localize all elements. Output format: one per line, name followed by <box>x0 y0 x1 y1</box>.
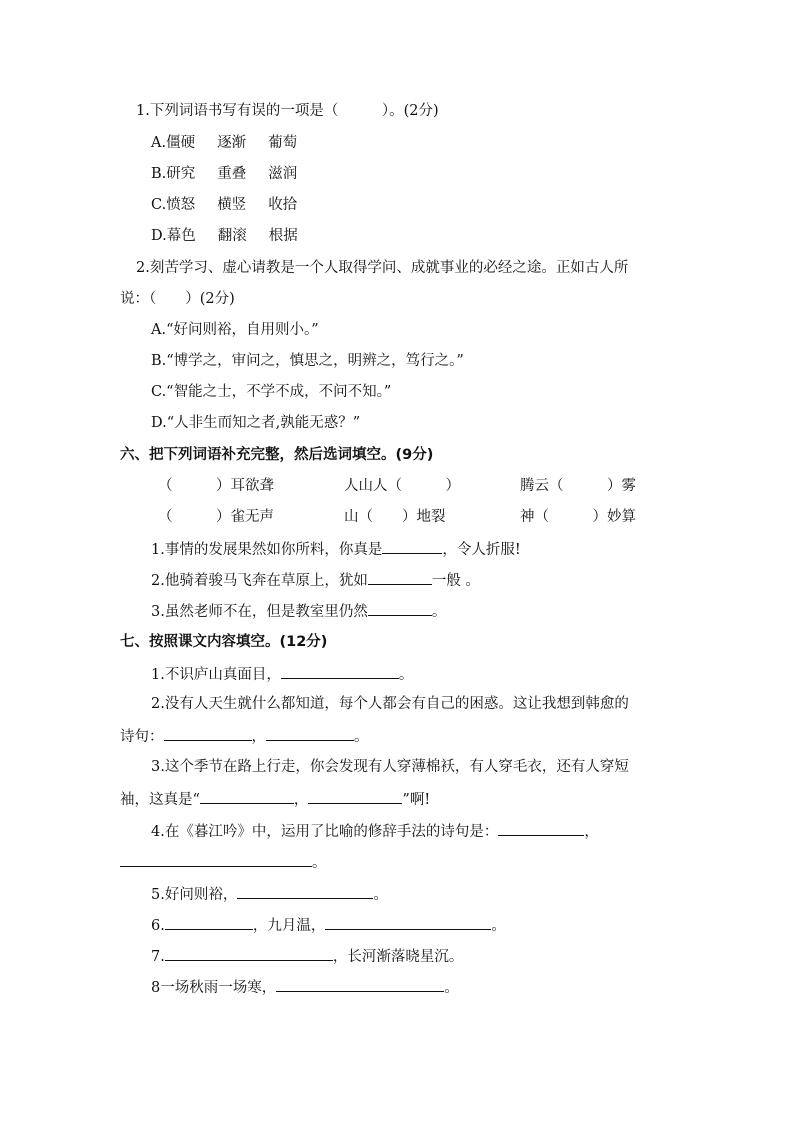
option-word: 根据 <box>268 228 298 244</box>
poem-item-2-line1: 2.没有人天生就什么都知道，每个人都会有自己的困惑。这让我想到韩愈的 <box>151 696 629 712</box>
option-word: 僵硬 <box>166 135 196 151</box>
poem-text: ，长河渐落晓星沉。 <box>332 949 464 965</box>
answer-blank[interactable] <box>308 788 402 804</box>
idiom-3: 腾云（ ）雾 <box>520 478 636 494</box>
section-7-heading: 七、按照课文内容填空。(12分) <box>120 634 328 650</box>
option-word: 横竖 <box>217 197 247 213</box>
answer-blank[interactable] <box>368 600 432 616</box>
poem-item-8 <box>151 976 459 998</box>
poem-text: ， <box>584 824 599 840</box>
answer-blank[interactable] <box>266 725 354 741</box>
poem-text: ，九月温， <box>252 918 326 934</box>
answer-blank[interactable] <box>120 851 312 867</box>
fill-item-1 <box>151 538 521 560</box>
poem-text: 8一场秋雨一场寒， <box>151 980 277 996</box>
fill-text: 2.他骑着骏马飞奔在草原上，犹如 <box>151 573 368 589</box>
fill-text: 一般 。 <box>431 573 480 589</box>
fill-text: ，令人折服! <box>442 542 521 558</box>
poem-item-4-line1 <box>151 820 599 842</box>
fill-text: 3.虽然老师不在，但是教室里仍然 <box>151 604 368 620</box>
poem-item-1 <box>151 663 413 685</box>
poem-text: 5.好问则裕， <box>151 887 238 903</box>
q2-option-b: B.“博学之，审问之，慎思之，明辨之，笃行之。” <box>151 353 464 369</box>
answer-blank[interactable] <box>165 914 253 930</box>
idiom-6: 神（ ）妙算 <box>520 509 636 525</box>
poem-item-6 <box>151 914 506 936</box>
poem-item-4-line2 <box>120 851 327 873</box>
fill-text: 。 <box>431 604 447 620</box>
option-letter: B. <box>151 166 167 182</box>
q2-stem-line2: 说：（ ）(2分) <box>120 291 235 307</box>
poem-text: 7. <box>151 949 165 965</box>
poem-item-3-line2 <box>120 788 430 810</box>
poem-item-2-line2 <box>120 725 369 747</box>
poem-text: 1.不识庐山真面目， <box>151 667 281 683</box>
answer-blank[interactable] <box>164 725 252 741</box>
option-letter: D. <box>151 228 167 244</box>
poem-text: ”啊! <box>402 792 431 808</box>
poem-text: 。 <box>312 855 327 871</box>
option-word: 翻滚 <box>217 228 247 244</box>
section-6-heading: 六、把下列词语补充完整，然后选词填空。(9分) <box>120 447 434 463</box>
poem-item-5 <box>151 883 388 905</box>
fill-text: 1.事情的发展果然如你所料，你真是 <box>151 542 383 558</box>
answer-blank[interactable] <box>200 788 294 804</box>
answer-blank[interactable] <box>281 663 399 679</box>
answer-blank[interactable] <box>237 883 373 899</box>
poem-text: ， <box>293 792 309 808</box>
poem-text: 。 <box>354 729 369 745</box>
idiom-4: （ ）雀无声 <box>158 509 274 525</box>
option-word: 收拾 <box>268 197 298 213</box>
answer-blank[interactable] <box>382 538 442 554</box>
option-word: 逐渐 <box>217 135 247 151</box>
poem-text: 。 <box>373 887 388 903</box>
poem-text: 诗句： <box>120 729 164 745</box>
q1-option-c <box>151 195 297 215</box>
answer-blank[interactable] <box>165 945 333 961</box>
poem-text: ， <box>251 729 266 745</box>
option-word: 幕色 <box>166 228 196 244</box>
q1-stem: 1.下列词语书写有误的一项是（ ）。(2分) <box>136 103 439 119</box>
q2-stem-line1: 2.刻苦学习、虚心请教是一个人取得学问、成就事业的必经之途。正如古人所 <box>136 260 629 276</box>
poem-text: 袖，这真是“ <box>120 792 200 808</box>
idiom-2: 人山人（ ） <box>344 478 460 494</box>
poem-text: 4.在《暮江吟》中，运用了比喻的修辞手法的诗句是： <box>151 824 499 840</box>
option-word: 愤怒 <box>166 197 196 213</box>
poem-item-3-line1: 3.这个季节在路上行走，你会发现有人穿薄棉袄，有人穿毛衣，还有人穿短 <box>151 759 629 775</box>
answer-blank[interactable] <box>498 820 584 836</box>
poem-text: 。 <box>444 980 459 996</box>
option-word: 葡萄 <box>268 135 298 151</box>
q1-option-d <box>151 226 298 246</box>
answer-blank[interactable] <box>325 914 491 930</box>
q2-option-c: C.“智能之士，不学不成，不问不知。” <box>151 384 392 400</box>
poem-text: 6. <box>151 918 165 934</box>
q2-option-d: D.“人非生而知之者,孰能无惑？” <box>151 415 361 431</box>
q1-option-a <box>151 133 297 153</box>
option-word: 研究 <box>166 166 196 182</box>
idiom-1: （ ）耳欲聋 <box>158 478 274 494</box>
fill-item-3 <box>151 600 446 622</box>
q2-option-a: A.“好问则裕，自用则小。” <box>151 322 319 338</box>
option-word: 滋润 <box>268 166 298 182</box>
poem-item-7 <box>151 945 463 967</box>
answer-blank[interactable] <box>368 569 432 585</box>
answer-blank[interactable] <box>276 976 444 992</box>
option-letter: C. <box>151 197 167 213</box>
option-letter: A. <box>151 135 167 151</box>
option-word: 重叠 <box>217 166 247 182</box>
poem-text: 。 <box>491 918 506 934</box>
idiom-5: 山（ ）地裂 <box>344 509 446 525</box>
q1-option-b <box>151 164 297 184</box>
fill-item-2 <box>151 569 480 591</box>
poem-text: 。 <box>398 667 414 683</box>
